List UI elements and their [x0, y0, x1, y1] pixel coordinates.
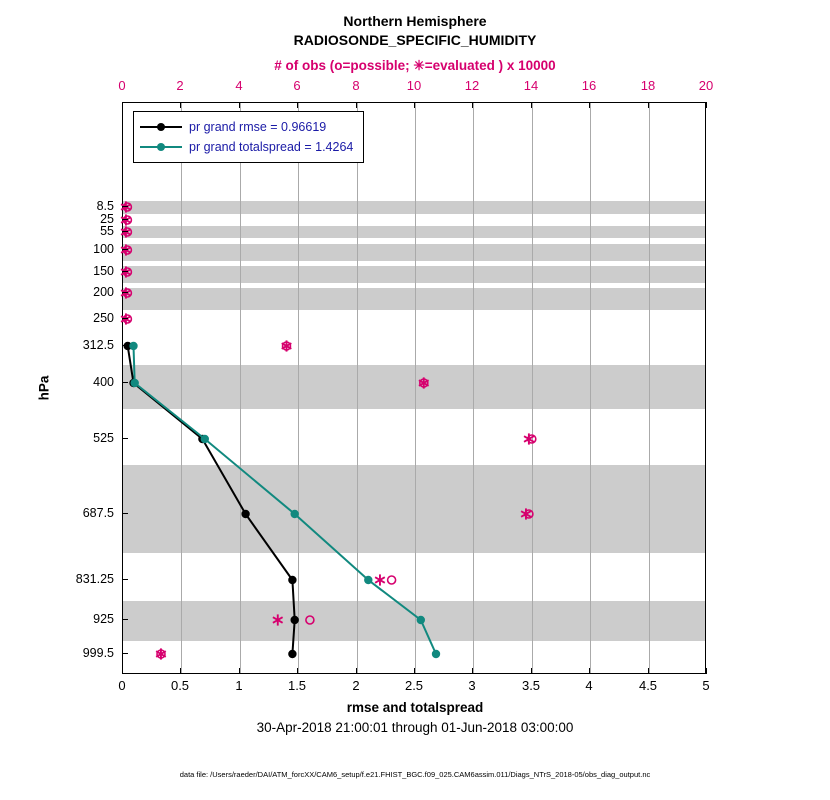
top-axis-tick-label: 2	[176, 78, 184, 93]
y-axis-title: hPa	[36, 375, 52, 401]
y-axis-tick-label: 250	[93, 311, 114, 325]
series-marker	[288, 650, 296, 658]
top-axis-tick	[356, 102, 357, 108]
y-axis-tick	[122, 345, 128, 346]
x-axis-tick	[472, 668, 473, 674]
y-axis-tick-label: 150	[93, 264, 114, 278]
series-marker	[288, 576, 296, 584]
series-line	[134, 346, 437, 654]
x-axis-tick	[297, 668, 298, 674]
y-axis-tick	[122, 619, 128, 620]
x-axis-tick-label: 4.5	[638, 678, 658, 693]
y-axis-tick-label: 831.25	[75, 572, 114, 586]
top-axis-tick-label: 16	[581, 78, 597, 93]
series-overlay	[123, 103, 707, 675]
top-axis-title: # of obs (o=possible; ✳=evaluated ) x 10000	[274, 58, 556, 73]
legend-label: pr grand totalspread = 1.4264	[189, 140, 354, 154]
top-axis-tick	[531, 102, 532, 108]
x-axis-tick	[356, 668, 357, 674]
legend-label: pr grand rmse = 0.96619	[189, 120, 327, 134]
x-axis-tick-label: 4	[585, 678, 593, 693]
top-axis-tick	[706, 102, 707, 108]
top-axis-tick	[589, 102, 590, 108]
y-axis-tick-label: 525	[93, 431, 114, 445]
y-axis-tick-label: 8.5	[96, 199, 114, 213]
title-line-2: RADIOSONDE_SPECIFIC_HUMIDITY	[293, 32, 537, 48]
top-axis-tick-label: 12	[464, 78, 480, 93]
y-axis-tick	[122, 382, 128, 383]
y-axis-tick	[122, 513, 128, 514]
top-axis-tick	[414, 102, 415, 108]
x-axis-tick-label: 1.5	[287, 678, 307, 693]
y-axis-tick	[122, 219, 128, 220]
top-axis-tick	[239, 102, 240, 108]
top-axis-tick-label: 6	[293, 78, 301, 93]
x-axis-tick-label: 0.5	[170, 678, 190, 693]
y-axis-tick-label: 200	[93, 285, 114, 299]
top-axis-tick-label: 10	[406, 78, 422, 93]
obs-evaluated-marker	[273, 614, 283, 625]
y-axis-tick-label: 55	[100, 224, 114, 238]
data-file-label: data file: /Users/raeder/DAI/ATM_forcXX/CAM6_setup/f.e21.FHIST_BGC.f09_025.CAM6assim.011/Diags_NTrS_2018-05/obs_diag_output.nc	[179, 770, 651, 779]
plot-area	[122, 102, 706, 674]
y-axis-tick-label: 687.5	[82, 506, 114, 520]
y-axis-tick	[122, 249, 128, 250]
x-axis-tick	[648, 668, 649, 674]
x-axis-tick	[414, 668, 415, 674]
legend-sample-line	[140, 120, 182, 134]
series-marker	[201, 435, 209, 443]
top-axis-tick	[180, 102, 181, 108]
x-axis-tick	[589, 668, 590, 674]
series-line	[128, 346, 295, 654]
series-marker	[291, 616, 299, 624]
y-axis-tick-label: 999.5	[82, 646, 114, 660]
series-marker	[417, 616, 425, 624]
y-axis-tick	[122, 292, 128, 293]
legend-entry	[140, 117, 353, 137]
series-marker	[241, 510, 249, 518]
top-axis-tick	[648, 102, 649, 108]
x-axis-tick-label: 2	[352, 678, 360, 693]
y-axis-tick	[122, 653, 128, 654]
top-axis-tick-label: 0	[118, 78, 126, 93]
top-axis-tick-label: 4	[235, 78, 243, 93]
legend-sample-line	[140, 140, 182, 154]
series-marker	[131, 379, 139, 387]
obs-evaluated-marker	[375, 574, 385, 585]
top-axis-tick-label: 20	[698, 78, 714, 93]
x-axis-tick	[706, 668, 707, 674]
x-axis-tick-label: 3.5	[521, 678, 541, 693]
top-axis-tick	[297, 102, 298, 108]
y-axis-tick-label: 400	[93, 375, 114, 389]
top-axis-tick	[472, 102, 473, 108]
y-axis-tick	[122, 206, 128, 207]
x-axis-tick-label: 5	[702, 678, 710, 693]
y-axis-tick	[122, 231, 128, 232]
top-axis-tick-label: 18	[640, 78, 656, 93]
chart-title	[0, 12, 830, 50]
top-axis-tick-label: 14	[523, 78, 539, 93]
x-axis-tick-label: 1	[235, 678, 243, 693]
top-axis-tick-label: 8	[352, 78, 360, 93]
y-axis-tick	[122, 271, 128, 272]
obs-possible-marker	[306, 616, 314, 624]
x-axis-tick	[180, 668, 181, 674]
series-marker	[432, 650, 440, 658]
y-axis-tick	[122, 579, 128, 580]
series-marker	[291, 510, 299, 518]
series-marker	[129, 342, 137, 350]
title-line-1: Northern Hemisphere	[343, 13, 487, 29]
legend-entry	[140, 137, 353, 157]
obs-possible-marker	[388, 576, 396, 584]
x-axis-tick	[239, 668, 240, 674]
legend	[133, 111, 364, 163]
x-axis-title: rmse and totalspread	[346, 700, 484, 715]
y-axis-tick-label: 312.5	[82, 338, 114, 352]
x-axis-tick-label: 0	[118, 678, 126, 693]
x-axis-tick-label: 3	[468, 678, 476, 693]
y-axis-tick	[122, 318, 128, 319]
top-axis-tick	[122, 102, 123, 108]
x-axis-tick	[122, 668, 123, 674]
date-range-label: 30-Apr-2018 21:00:01 through 01-Jun-2018 03:00:00	[256, 720, 574, 735]
x-axis-tick-label: 2.5	[404, 678, 424, 693]
x-axis-tick	[531, 668, 532, 674]
y-axis-tick-label: 925	[93, 612, 114, 626]
y-axis-tick	[122, 438, 128, 439]
series-marker	[364, 576, 372, 584]
y-axis-tick-label: 100	[93, 242, 114, 256]
y-axis-tick-label: 25	[100, 212, 114, 226]
